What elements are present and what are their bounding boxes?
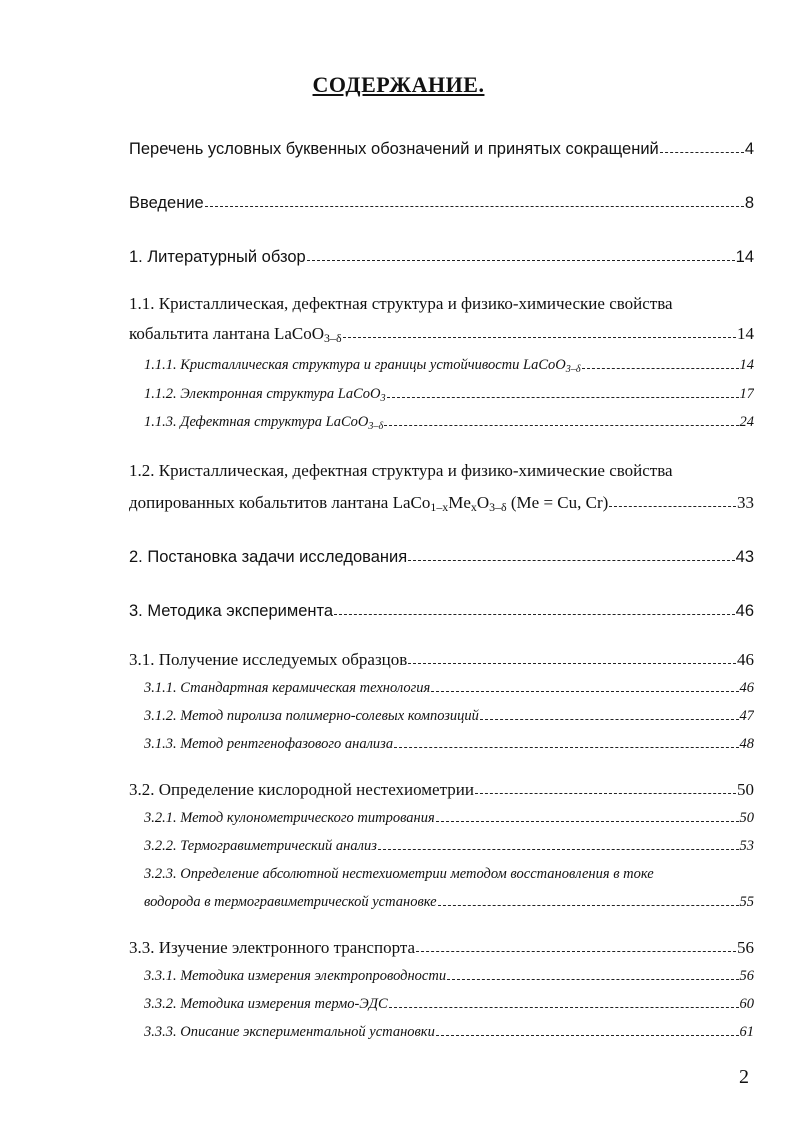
toc-entry-page: 14	[737, 324, 754, 343]
toc-entry	[144, 414, 754, 431]
toc-entry-page: 33	[737, 493, 754, 512]
toc-entry-label: 3.2.2. Термогравиметрический анализ	[144, 838, 377, 854]
toc-entry-page: 14	[735, 248, 754, 266]
leader-dots	[408, 663, 736, 664]
leader-dots	[609, 506, 736, 507]
leader-dots	[438, 905, 739, 906]
toc-entry-page: 50	[739, 810, 754, 826]
leader-dots	[387, 397, 739, 398]
leader-dots	[307, 260, 735, 261]
toc-entry-page: 50	[737, 780, 754, 799]
toc-entry	[144, 894, 754, 911]
toc-entry-label: водорода в термогравиметрической установке	[144, 894, 437, 910]
leader-dots	[436, 1035, 739, 1036]
leader-dots	[384, 425, 738, 426]
leader-dots	[408, 560, 735, 561]
toc-entry-label: 3.1.3. Метод рентгенофазового анализа	[144, 736, 394, 752]
toc-entry-label: кобальтита лантана LaCoO$_{3-\delta}$	[129, 324, 342, 344]
toc-entry-label: 1.1.1. Кристаллическая структура и границы устойчивости LaCoO$_{3-\delta}$	[144, 357, 581, 374]
toc-entry	[144, 996, 754, 1013]
toc-entry	[144, 736, 754, 753]
toc-entry-label: 3.3.3. Описание экспериментальной установки	[144, 1024, 435, 1040]
toc-entry-label-line1: 1.1. Кристаллическая, дефектная структура и физико-химические свойства	[129, 294, 673, 313]
leader-dots	[475, 793, 736, 794]
leader-dots	[582, 368, 739, 369]
toc-entry-page: 8	[744, 194, 754, 212]
toc-entry-label: 1.1.2. Электронная структура LaCoO$_3$	[144, 386, 386, 403]
toc-entry	[144, 357, 754, 374]
toc-entry	[144, 838, 754, 855]
leader-dots	[660, 152, 744, 153]
toc-entry-page: 14	[739, 357, 754, 373]
toc-entry-page: 56	[737, 938, 754, 957]
toc-entry-page: 56	[739, 968, 754, 984]
toc-entry	[129, 194, 754, 213]
leader-dots	[343, 337, 736, 338]
toc-entry-page: 55	[739, 894, 754, 910]
toc-entry-page: 17	[739, 386, 754, 402]
leader-dots	[378, 849, 739, 850]
toc-entry	[144, 680, 754, 697]
toc-entry	[129, 324, 754, 344]
toc-entry-label: 3.3. Изучение электронного транспорта	[129, 938, 416, 957]
toc-entry-label: допированных кобальтитов лантана $LaCo_{1-x}Me_xO_{3-\delta}$ (Me = Cu, Cr)	[129, 493, 609, 513]
toc-entry-label: Введение	[129, 194, 204, 212]
toc-entry-label: 3.3.1. Методика измерения электропроводности	[144, 968, 447, 984]
toc-entry	[129, 602, 754, 621]
toc-entry-page: 46	[739, 680, 754, 696]
toc-entry-label-line1: 1.2. Кристаллическая, дефектная структура и физико-химические свойства	[129, 461, 673, 480]
leader-dots	[416, 951, 736, 952]
toc-entry-label: 2. Постановка задачи исследования	[129, 548, 408, 566]
leader-dots	[436, 821, 739, 822]
toc-entry-page: 47	[739, 708, 754, 724]
toc-entry-label: 3. Методика эксперимента	[129, 602, 334, 620]
leader-dots	[431, 691, 738, 692]
page-number: 2	[739, 1066, 749, 1088]
toc-entry-label-line1: 3.2.3. Определение абсолютной нестехиометрии методом восстановления в токе	[144, 866, 654, 882]
toc-entry-page: 24	[739, 414, 754, 430]
leader-dots	[447, 979, 738, 980]
toc-entry-label: 3.1.2. Метод пиролиза полимерно-солевых композиций	[144, 708, 479, 724]
toc-entry-page: 60	[739, 996, 754, 1012]
toc-entry	[144, 810, 754, 827]
leader-dots	[480, 719, 739, 720]
toc-entry-page: 43	[735, 548, 754, 566]
toc-entry-label: 3.1. Получение исследуемых образцов	[129, 650, 408, 669]
toc-entry	[144, 1024, 754, 1041]
leader-dots	[394, 747, 738, 748]
toc-entry	[129, 938, 754, 958]
toc-entry-label: Перечень условных буквенных обозначений и принятых сокращений	[129, 140, 659, 158]
toc-entry	[129, 548, 754, 567]
leader-dots	[389, 1007, 739, 1008]
toc-entry-page: 61	[739, 1024, 754, 1040]
leader-dots	[205, 206, 744, 207]
toc-entry-page: 46	[735, 602, 754, 620]
toc-entry	[129, 493, 754, 513]
toc-entry	[144, 386, 754, 403]
toc-entry	[144, 968, 754, 985]
toc-entry-label: 3.2. Определение кислородной нестехиометрии	[129, 780, 474, 799]
toc-entry-label: 3.1.1. Стандартная керамическая технология	[144, 680, 431, 696]
toc-entry	[129, 650, 754, 670]
toc-entry	[129, 140, 754, 159]
leader-dots	[334, 614, 735, 615]
toc-entry-label: 1.1.3. Дефектная структура LaCoO$_{3-\delta}$	[144, 414, 384, 431]
toc-entry	[144, 708, 754, 725]
toc-entry-page: 53	[739, 838, 754, 854]
page-title: СОДЕРЖАНИЕ.	[312, 72, 485, 97]
toc-entry	[129, 780, 754, 800]
toc-entry-page: 4	[744, 140, 754, 158]
toc-entry-label: 3.3.2. Методика измерения термо-ЭДС	[144, 996, 388, 1012]
toc-entry-page: 48	[739, 736, 754, 752]
toc-entry-page: 46	[737, 650, 754, 669]
toc-entry	[129, 248, 754, 267]
toc-entry-label: 1. Литературный обзор	[129, 248, 306, 266]
toc-entry-label: 3.2.1. Метод кулонометрического титрования	[144, 810, 435, 826]
